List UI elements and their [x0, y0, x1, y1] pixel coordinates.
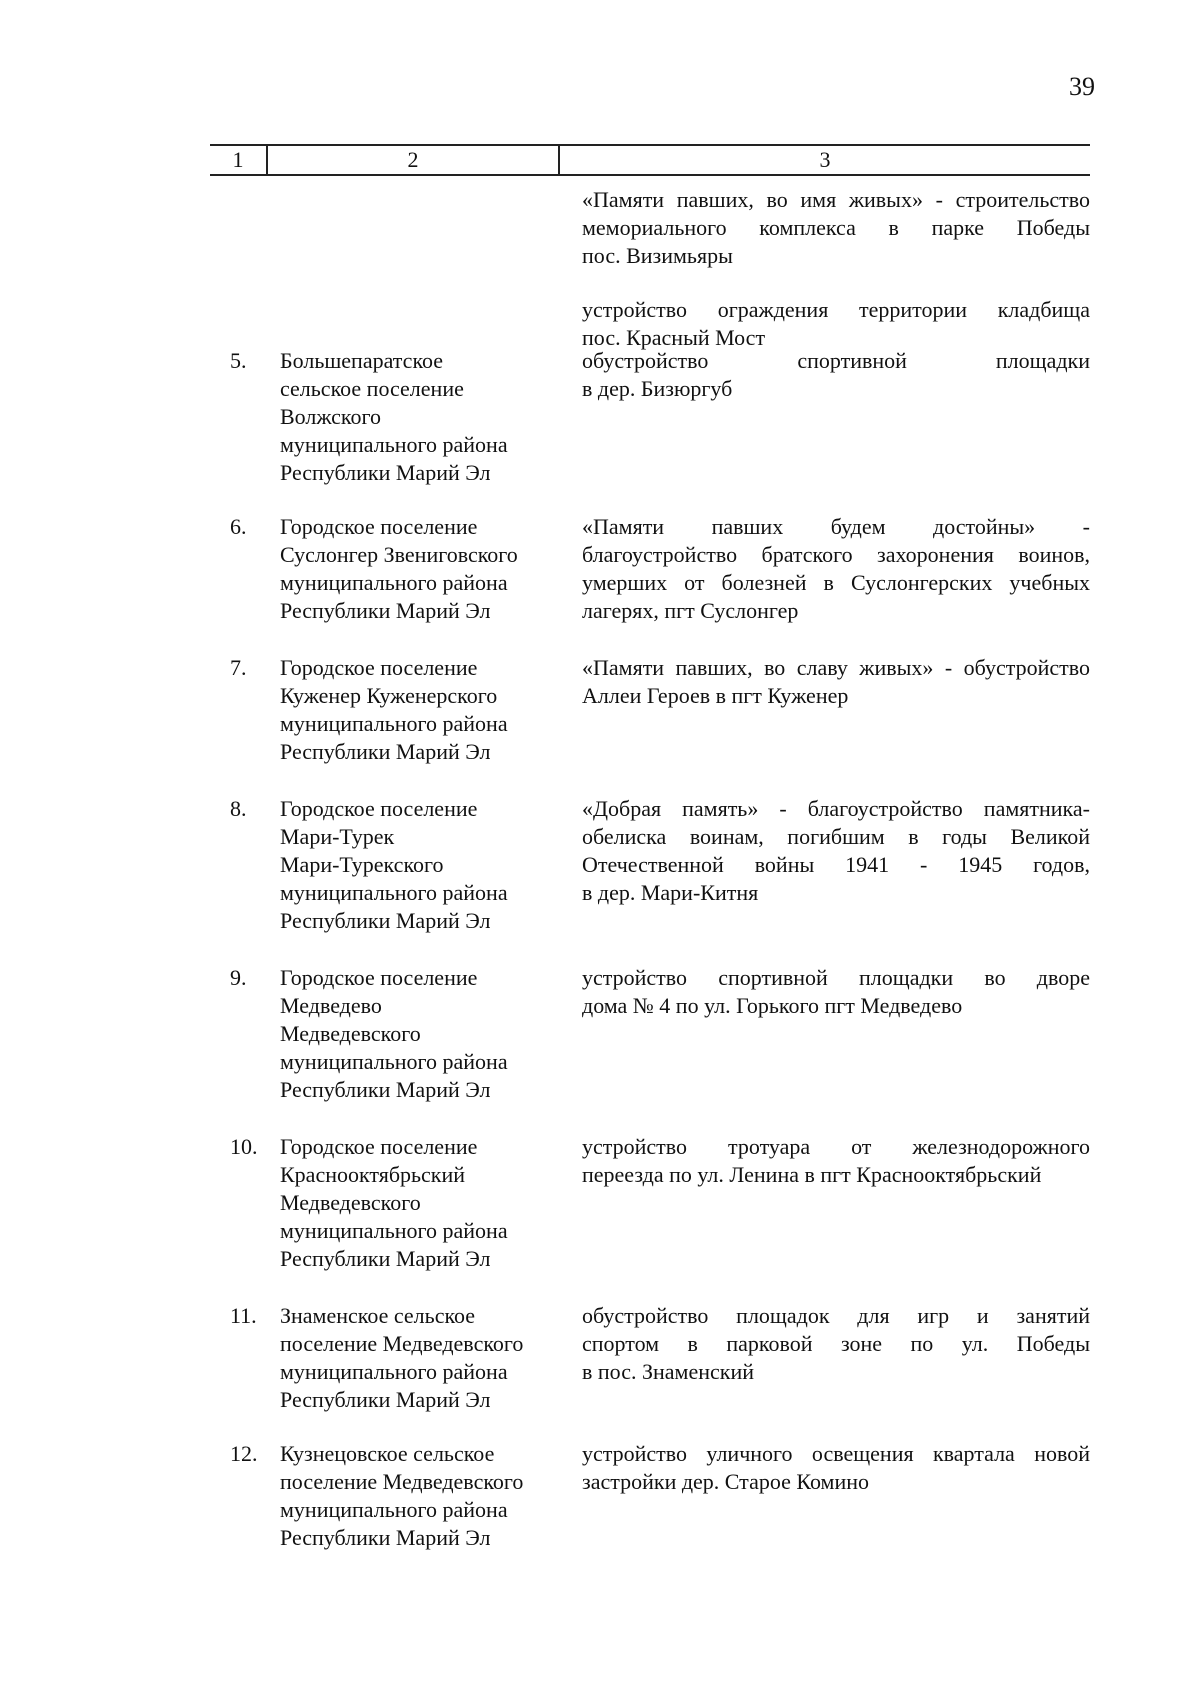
row-settlement: Городское поселение Куженер Куженерского муниципального района Республики Марий Эл — [280, 655, 508, 764]
header-col-1: 1 — [210, 146, 268, 174]
table-row — [210, 1440, 1090, 1570]
page-number: 39 — [1069, 72, 1095, 101]
table-row — [210, 795, 1090, 964]
row-number: 9. — [230, 965, 247, 990]
row-project: «Памяти павших будем достойны» - благоустройство братского захоронения воинов, умерших от болезней в Суслонгерских учебных лагерях, пгт Суслонгер — [582, 514, 1090, 623]
row-settlement: Городское поселение Медведево Медведевского муниципального района Республики Марий Эл — [280, 965, 508, 1102]
row-settlement: Знаменское сельское поселение Медведевского муниципального района Республики Марий Эл — [280, 1303, 524, 1412]
table-body — [210, 186, 1090, 1570]
row-settlement: Большепаратское сельское поселение Волжского муниципального района Республики Марий Эл — [280, 348, 508, 485]
table-row — [210, 1302, 1090, 1440]
row-project: устройство спортивной площадки во дворе дома № 4 по ул. Горького пгт Медведево — [582, 965, 1090, 1018]
table-row — [210, 513, 1090, 654]
table-row — [210, 964, 1090, 1133]
row-project: устройство тротуара от железнодорожного переезда по ул. Ленина в пгт Краснооктябрьский — [582, 1134, 1090, 1187]
row-settlement: Городское поселение Суслонгер Звениговского муниципального района Республики Марий Эл — [280, 514, 518, 623]
continuation-row — [210, 186, 1090, 350]
row-number: 8. — [230, 796, 247, 821]
row-project: «Добрая память» - благоустройство памятника- обелиска воинам, погибшим в годы Великой Отечественной войны 1941 - 1945 годов, в дер. Мари-Китня — [582, 796, 1090, 905]
row-settlement: Городское поселение Краснооктябрьский Медведевского муниципального района Республики Марий Эл — [280, 1134, 508, 1271]
row-number: 11. — [230, 1303, 257, 1328]
row-settlement: Городское поселение Мари-Турек Мари-Турекского муниципального района Республики Марий Эл — [280, 796, 508, 933]
table-header — [210, 144, 1090, 176]
continuation-desc-2: устройство ограждения территории кладбища пос. Красный Мост — [582, 297, 1090, 350]
header-col-2: 2 — [268, 146, 560, 174]
row-number: 7. — [230, 655, 247, 680]
row-project: обустройство площадок для игр и занятий спортом в парковой зоне по ул. Победы в пос. Знаменский — [582, 1303, 1090, 1384]
row-project: «Памяти павших, во славу живых» - обустройство Аллеи Героев в пгт Куженер — [582, 655, 1090, 708]
row-number: 6. — [230, 514, 247, 539]
row-project: устройство уличного освещения квартала новой застройки дер. Старое Комино — [582, 1441, 1090, 1494]
header-col-3: 3 — [819, 147, 831, 172]
row-project: обустройство спортивной площадки в дер. Бизюргуб — [582, 348, 1090, 401]
continuation-desc — [570, 186, 1090, 350]
table-row — [210, 347, 1090, 513]
continuation-desc-1: «Памяти павших, во имя живых» - строительство мемориального комплекса в парке Победы пос. Визимьяры — [582, 187, 1090, 268]
row-number: 10. — [230, 1134, 258, 1159]
table-row — [210, 654, 1090, 795]
row-number: 12. — [230, 1441, 258, 1466]
table-row — [210, 1133, 1090, 1302]
row-settlement: Кузнецовское сельское поселение Медведевского муниципального района Республики Марий Эл — [280, 1441, 524, 1550]
row-number: 5. — [230, 348, 247, 373]
